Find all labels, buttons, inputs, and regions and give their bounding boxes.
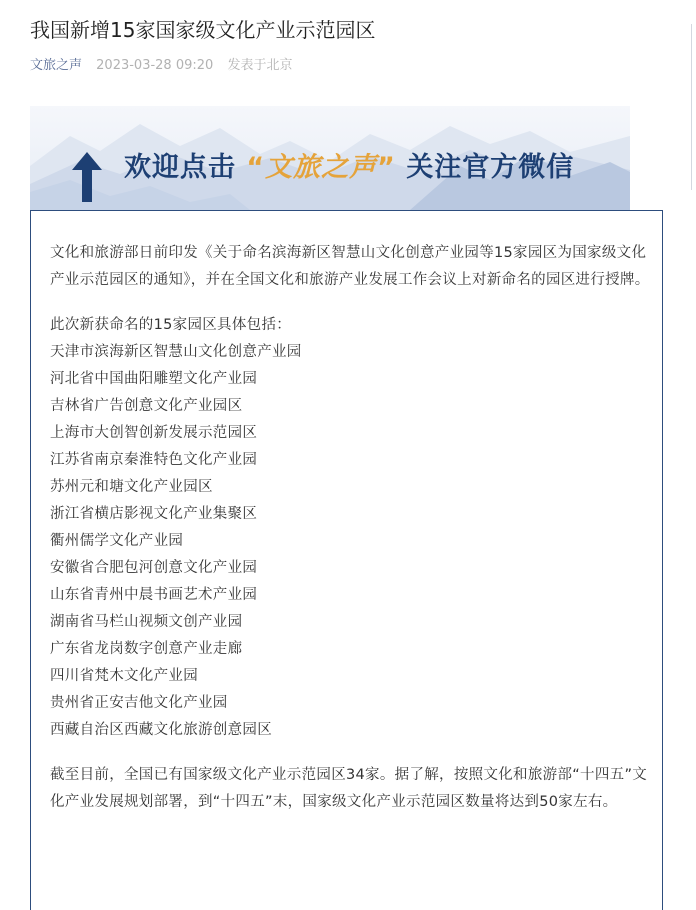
list-intro: 此次新获命名的15家园区具体包括： [50,317,292,333]
park-list-item: 安徽省合肥包河创意文化产业园 [50,560,258,576]
banner-text-suffix: 关注官方微信 [406,152,575,183]
park-list-item: 苏州元和塘文化产业园区 [50,479,213,495]
up-arrow-icon [72,152,102,202]
park-list-item: 吉林省广告创意文化产业园区 [50,398,243,414]
follow-banner[interactable] [30,106,630,210]
article-title: 我国新增15家国家级文化产业示范园区 [30,18,376,42]
banner-quote-close: ” [377,152,396,183]
article-meta [30,56,292,76]
park-list-item: 广东省龙岗数字创意产业走廊 [50,641,243,657]
banner-brand: 文旅之声 [265,152,378,183]
park-list-item: 西藏自治区西藏文化旅游创意园区 [50,722,272,738]
article-body [50,240,650,816]
publish-location: 发表于北京 [227,58,293,73]
banner-quote-open: “ [246,152,266,183]
banner-slogan [124,150,574,186]
park-list-item: 天津市滨海新区智慧山文化创意产业园 [50,344,302,360]
scrollbar-edge [691,24,692,190]
park-list-item: 山东省青州中晨书画艺术产业园 [50,587,258,603]
park-list-item: 贵州省正安吉他文化产业园 [50,695,228,711]
park-list-item: 四川省梵木文化产业园 [50,668,198,684]
park-list-item: 浙江省横店影视文化产业集聚区 [50,506,258,522]
park-list [50,339,650,744]
park-list-item: 江苏省南京秦淮特色文化产业园 [50,452,258,468]
publish-date: 2023-03-28 09:20 [96,58,214,73]
park-list-item: 上海市大创智创新发展示范园区 [50,425,258,441]
park-list-item: 湖南省马栏山视频文创产业园 [50,614,243,630]
banner-text-prefix: 欢迎点击 [124,152,236,183]
closing-paragraph: 截至目前，全国已有国家级文化产业示范园区34家。据了解，按照文化和旅游部“十四五”文化产业发展规划部署，到“十四五”末，国家级文化产业示范园区数量将达到50家左右。 [50,767,648,810]
author-link[interactable]: 文旅之声 [30,58,83,73]
park-list-item: 河北省中国曲阳雕塑文化产业园 [50,371,258,387]
intro-paragraph: 文化和旅游部日前印发《关于命名滨海新区智慧山文化创意产业园等15家园区为国家级文化产业示范园区的通知》，并在全国文化和旅游产业发展工作会议上对新命名的园区进行授牌。 [50,245,650,288]
park-list-item: 衢州儒学文化产业园 [50,533,184,549]
